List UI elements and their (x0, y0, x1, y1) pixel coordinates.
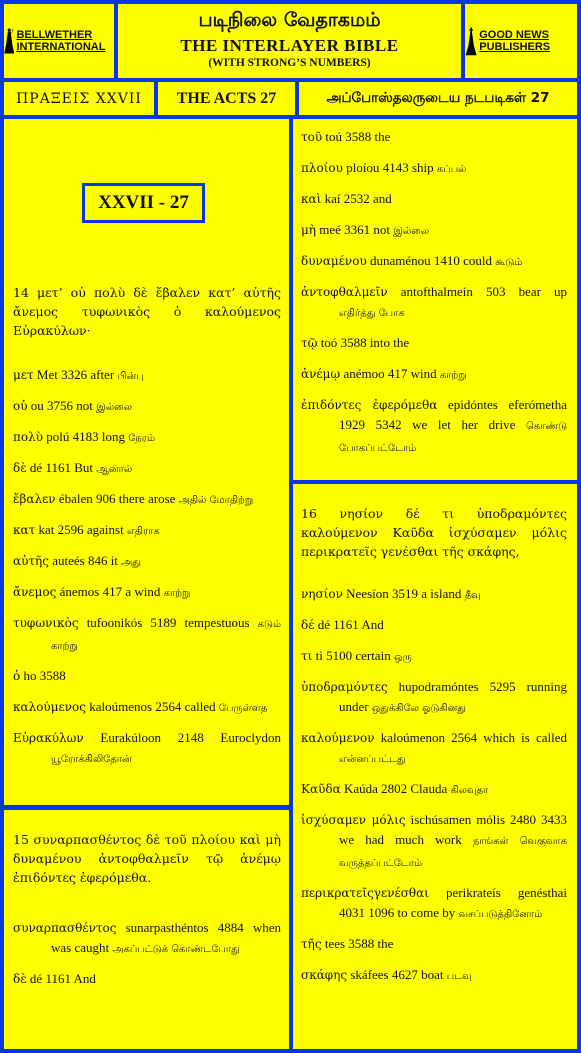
word-entry (301, 282, 567, 324)
greek-word: πολὺ (13, 430, 44, 444)
greek-word: νησίον (301, 587, 343, 601)
word-entry (13, 427, 281, 449)
word-entry (301, 646, 567, 668)
english-gloss: called (184, 699, 216, 714)
word-entry (13, 918, 281, 960)
english-gloss: it (110, 553, 118, 568)
english-gloss: wind (410, 366, 437, 381)
strongs-number: 1161 (45, 460, 71, 475)
tamil-gloss: ஆனால் (96, 464, 133, 475)
tamil-gloss: யூரோக்கிலிதோன் (51, 754, 132, 765)
transliteration: skáfees (350, 967, 389, 982)
tamil-gloss: கூடும் (495, 257, 523, 268)
tamil-gloss: காற்று (439, 370, 467, 381)
strongs-number: 1161 (333, 617, 359, 632)
strongs-number: 4183 (72, 429, 99, 444)
english-gloss: And (361, 617, 384, 632)
transliteration: tufoonikós (86, 615, 143, 630)
tamil-gloss: தீவு (464, 590, 481, 601)
word-entry (301, 189, 567, 211)
strongs-number: 2802 (381, 781, 408, 796)
greek-word: δὲ (13, 461, 27, 475)
word-entry (301, 883, 567, 925)
greek-word: Καῦδα (301, 782, 341, 796)
verse-15-panel (4, 810, 289, 1049)
greek-word: ἀνέμῳ (301, 367, 341, 381)
strongs-number: 503 (485, 284, 506, 299)
tamil-gloss: பேருள்ளத (218, 703, 268, 714)
tamil-gloss: எதிர்த்து போக (339, 308, 405, 319)
transliteration: kaloúmenos (89, 699, 153, 714)
transliteration: toú (325, 129, 343, 144)
tamil-gloss: என்னப்பட்டது (339, 754, 406, 765)
greek-word: ὁ (13, 669, 21, 683)
transliteration: ho (23, 668, 37, 683)
word-entry (13, 728, 281, 770)
tamil-gloss: நாங்கள் வெகுவாக வருத்தப்பட்டோம் (339, 836, 568, 869)
strongs-number: 3588 (345, 129, 372, 144)
greek-word: μετ (13, 368, 34, 382)
transliteration: ischúsamen mólis (410, 812, 506, 827)
greek-word: μὴ (301, 223, 316, 237)
verse-14-greek-text: 14 μετ’ οὐ πολὺ δὲ ἔβαλεν κατ’ αὐτῆς ἄνεμος τυφωνικὸς ὁ καλούμενος Εὐρακύλων· (13, 285, 281, 338)
strongs-number: 1161 (45, 971, 71, 986)
transliteration: polú (46, 429, 70, 444)
right-logo-text: GOOD NEWS PUBLISHERS (479, 29, 551, 53)
bell-figure-icon (465, 18, 477, 64)
word-entry (301, 779, 567, 801)
greek-word: περικρατεῖςγενέσθαι (301, 886, 429, 900)
tamil-gloss: அது (121, 557, 141, 568)
bellwether-logo (4, 4, 114, 78)
english-gloss: against (86, 522, 124, 537)
greek-word: Εὐρακύλων (13, 731, 84, 745)
word-entry (13, 582, 281, 604)
english-gloss: a wind (125, 584, 161, 599)
strongs-number: 2596 (57, 522, 84, 537)
transliteration: Eurakúloon (100, 730, 162, 745)
word-entry (301, 615, 567, 637)
word-entry (13, 551, 281, 573)
transliteration: ti (315, 648, 323, 663)
greek-word: συναρπασθέντος (13, 921, 117, 935)
transliteration: dé (317, 617, 330, 632)
transliteration: ánemos (59, 584, 100, 599)
word-entry (301, 127, 567, 149)
greek-word: δὲ (13, 972, 27, 986)
greek-word: κατ (13, 523, 36, 537)
transliteration: dunaménou (370, 253, 431, 268)
strongs-number: 3326 (61, 367, 88, 382)
strongs-number: 3588 (348, 936, 375, 951)
greek-word: καλούμενον (301, 731, 375, 745)
english-gloss: Clauda (410, 781, 448, 796)
tamil-title: படிநிலை வேதாகமம் (198, 9, 381, 31)
shepherd-figure-icon (4, 18, 14, 64)
word-entry (13, 396, 281, 418)
greek-word: ἄνεμος (13, 585, 57, 599)
strongs-number: 5295 (489, 679, 516, 694)
greek-word: δυναμένου (301, 254, 367, 268)
strongs-number: 3756 (47, 398, 74, 413)
greek-word: τῆς (301, 937, 322, 951)
english-gloss: ship (411, 160, 434, 175)
word-entry (301, 364, 567, 386)
strongs-number: 417 (102, 584, 123, 599)
word-entry (301, 677, 567, 719)
english-gloss: But (74, 460, 94, 475)
greek-word: ἔβαλεν (13, 492, 56, 506)
tamil-gloss: அதில் மோதிற்று (178, 495, 254, 506)
transliteration: anémoo (343, 366, 385, 381)
word-entry (301, 934, 567, 956)
strongs-number: 4884 (217, 920, 244, 935)
greek-word: ἀντοφθαλμεῖν (301, 285, 388, 299)
transliteration: dé (29, 460, 43, 475)
chapter-label: XXVII - 27 (82, 183, 205, 223)
transliteration: ploíou (346, 160, 380, 175)
transliteration: meé (319, 222, 341, 237)
tamil-gloss: காற்று (163, 588, 191, 599)
good-news-logo (465, 4, 577, 78)
tamil-gloss: இல்லை (96, 402, 132, 413)
word-entry (301, 158, 567, 180)
english-gloss: bear up (518, 284, 568, 299)
greek-word: ὑποδραμόντες (301, 680, 388, 694)
word-entry (301, 251, 567, 273)
greek-word: καλούμενος (13, 700, 86, 714)
transliteration: epidóntes eferómetha (448, 397, 567, 412)
word-entry (13, 613, 281, 657)
english-gloss: a island (421, 586, 462, 601)
word-entry (301, 395, 567, 459)
english-gloss: certain (355, 648, 391, 663)
strongs-number: 5100 (326, 648, 353, 663)
word-entry (301, 810, 567, 874)
transliteration: kat (38, 522, 55, 537)
english-gloss: and (372, 191, 392, 206)
strongs-number: 2480 3433 (510, 812, 567, 827)
greek-word: τοῦ (301, 130, 323, 144)
verse-16-panel (293, 484, 577, 1049)
transliteration: dé (29, 971, 43, 986)
transliteration: Met (36, 367, 58, 382)
tamil-gloss: கொண்டு போகப்பட்டோம் (339, 421, 567, 454)
page-subtitle: (WITH STRONG’S NUMBERS) (208, 57, 371, 69)
strongs-number: 417 (387, 366, 408, 381)
transliteration: auteés (52, 553, 85, 568)
greek-word: ἐπιδόντες ἐφερόμεθα (301, 398, 438, 412)
strongs-number: 846 (87, 553, 108, 568)
strongs-number: 2532 (343, 191, 370, 206)
verse-14-continued-word-list (301, 127, 567, 468)
english-gloss: after (90, 367, 115, 382)
english-gloss: tempestuous (184, 615, 250, 630)
tamil-gloss: நேரம் (128, 433, 155, 444)
verse-15-greek-text: 15 συναρπασθέντος δὲ τοῦ πλοίου καὶ μὴ δυναμένου ἀντοφθαλμεῖν τῷ ἀνέμῳ ἐπιδόντες ἐφερόμεθα. (13, 832, 281, 885)
transliteration: perikrateís genésthai (445, 885, 567, 900)
strongs-number: 2148 (177, 730, 204, 745)
word-entry (13, 489, 281, 511)
transliteration: sunarpasthéntos (125, 920, 209, 935)
word-entry (301, 728, 567, 770)
title-block (118, 4, 461, 78)
strongs-number: 2564 (451, 730, 478, 745)
word-entry (301, 220, 567, 242)
greek-word: οὐ (13, 399, 28, 413)
english-gloss: not (373, 222, 391, 237)
english-gloss: the (374, 129, 391, 144)
tamil-gloss: எதிராக (126, 526, 160, 537)
transliteration: hupodramóntes (398, 679, 479, 694)
word-entry (13, 365, 281, 387)
tamil-book-heading: அப்போஸ்தலருடைய நடபடிகள் 27 (299, 82, 577, 115)
tamil-gloss: ஒதுக்கிலே ஓடுகினது (371, 703, 466, 714)
greek-word: ἰσχύσαμεν μόλις (301, 813, 406, 827)
english-gloss: into the (369, 335, 410, 350)
strongs-number: 3519 (392, 586, 419, 601)
word-entry (13, 458, 281, 480)
greek-word: τυφωνικὸς (13, 616, 79, 630)
transliteration: tees (324, 936, 346, 951)
tamil-gloss: ஒரு (393, 652, 412, 663)
tamil-gloss: கிலவுதா (450, 785, 489, 796)
english-gloss: the (377, 936, 394, 951)
strongs-number: 906 (96, 491, 116, 506)
english-gloss: when was caught (51, 920, 281, 955)
verse-14-word-list (13, 365, 281, 779)
transliteration: ou (30, 398, 44, 413)
strongs-number: 2564 (155, 699, 182, 714)
english-gloss: Euroclydon (220, 730, 282, 745)
greek-word: τῷ (301, 336, 318, 350)
transliteration: kaí (324, 191, 341, 206)
english-gloss: which is called (483, 730, 567, 745)
greek-word: δέ (301, 618, 315, 632)
english-book-heading: THE ACTS 27 (158, 82, 295, 115)
strongs-number: 1929 5342 (339, 417, 402, 432)
tamil-gloss: வசப்படுத்தினோம் (458, 909, 543, 920)
english-gloss: could (463, 253, 493, 268)
greek-word: σκάφης (301, 968, 348, 982)
strongs-number: 3588 (39, 668, 66, 683)
tamil-gloss: இல்லை (393, 226, 430, 237)
strongs-number: 4031 1096 (339, 905, 395, 920)
greek-word: τι (301, 649, 313, 663)
english-gloss: we let her drive (412, 417, 516, 432)
english-gloss: And (73, 971, 96, 986)
english-gloss: we had much work (339, 832, 462, 847)
verse-16-word-list (301, 584, 567, 996)
word-entry (301, 584, 567, 606)
greek-book-heading: ΠΡΑΞΕΙΣ XXVII (4, 82, 154, 115)
english-gloss: running under (339, 679, 568, 714)
strongs-number: 3588 (340, 335, 367, 350)
tamil-gloss: படவு (446, 971, 472, 982)
transliteration: antofthalmeín (400, 284, 473, 299)
strongs-number: 5189 (150, 615, 177, 630)
english-gloss: not (76, 398, 93, 413)
greek-word: καὶ (301, 192, 322, 206)
verse-14-continued-panel (293, 119, 577, 480)
verse-15-word-list (13, 918, 281, 1000)
strongs-number: 1410 (433, 253, 460, 268)
tamil-gloss: அகப்பட்டுக் கொண்டபோது (112, 944, 240, 955)
left-logo-text: BELLWETHER INTERNATIONAL (16, 29, 106, 53)
tamil-gloss: பின்பு (117, 371, 144, 382)
word-entry (13, 520, 281, 542)
transliteration: ébalen (58, 491, 93, 506)
strongs-number: 3361 (344, 222, 371, 237)
page-title: THE INTERLAYER BIBLE (180, 36, 399, 55)
word-entry (13, 666, 281, 688)
english-gloss: to come by (397, 905, 456, 920)
english-gloss: long (101, 429, 126, 444)
verse-16-greek-text: 16 νησίον δέ τι ὑποδραμόντες καλούμενον Καῦδα ἰσχύσαμεν μόλις περικρατεῖς γενέσθαι τῆς σκάφης, (301, 506, 567, 559)
tamil-gloss: கடும் காற்று (51, 619, 282, 652)
greek-word: αὐτῆς (13, 554, 49, 568)
word-entry (13, 969, 281, 991)
tamil-gloss: கப்பல் (436, 164, 467, 175)
transliteration: toó (320, 335, 338, 350)
word-entry (301, 333, 567, 355)
word-entry (301, 965, 567, 987)
english-gloss: there arose (118, 491, 176, 506)
english-gloss: boat (421, 967, 444, 982)
transliteration: Neesíon (346, 586, 389, 601)
transliteration: kaloúmenon (380, 730, 445, 745)
word-entry (13, 697, 281, 719)
verse-14-panel (4, 119, 289, 805)
greek-word: πλοίου (301, 161, 343, 175)
strongs-number: 4143 (382, 160, 409, 175)
strongs-number: 4627 (391, 967, 418, 982)
transliteration: Kaúda (343, 781, 378, 796)
